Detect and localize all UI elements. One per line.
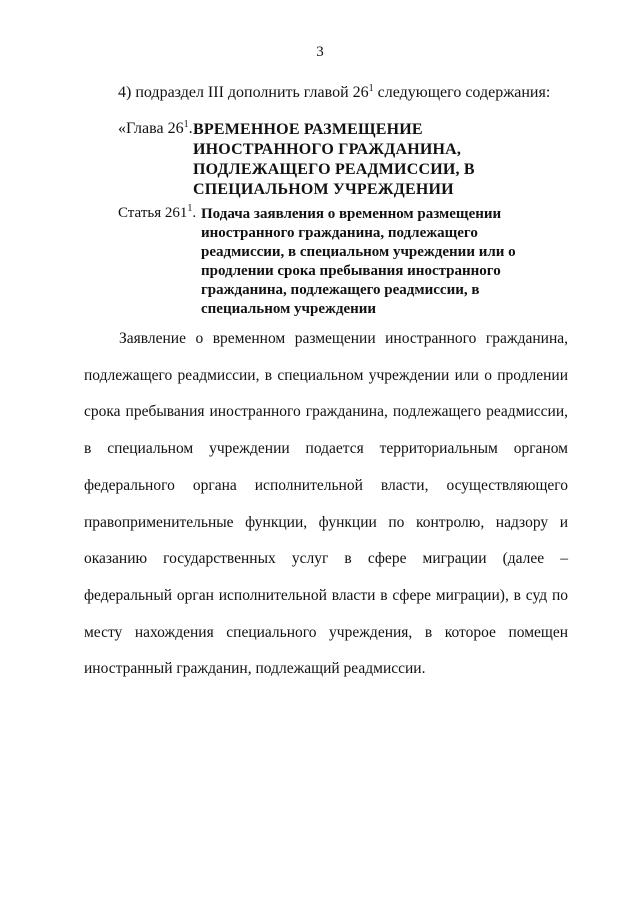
body-paragraph: Заявление о временном размещении иностранного гражданина, подлежащего реадмиссии, в специальном учреждении или о продлении срока пребывания иностранного гражданина, подлежащего реадмиссии, в специальном учреждении подается территориальным органом федерального органа исполнительной власти, осуществляющего правоприменительные функции, функции по контролю, надзору и оказанию государственных услуг в сфере миграции (далее – федеральный орган исполнительной власти в сфере миграции), в суд по месту нахождения специального учреждения, в которое помещен иностранный гражданин, подлежащий реадмиссии. [84,330,568,678]
article-label-suffix: . [192,205,197,221]
article-label [118,205,196,222]
chapter-label [118,120,193,138]
amendment-intro-superscript: 1 [368,83,374,94]
article-label-superscript: 1 [187,203,193,214]
chapter-title: ВРЕМЕННОЕ РАЗМЕЩЕНИЕ ИНОСТРАННОГО ГРАЖДАНИНА, ПОДЛЕЖАЩЕГО РЕАДМИССИИ, В СПЕЦИАЛЬНОМ УЧРЕЖДЕНИИ [193,121,475,198]
amendment-intro [118,84,550,102]
chapter-label-text: «Глава 26 [118,120,184,137]
amendment-intro-text: 4) подраздел III дополнить главой 26 [118,84,369,101]
article-label-text: Статья 261 [118,205,188,221]
chapter-label-superscript: 1 [183,119,189,130]
page-number: 3 [316,44,324,60]
chapter-label-suffix: . [188,120,193,137]
amendment-intro-tail: следующего содержания: [373,84,551,101]
article-title: Подача заявления о временном размещении иностранного гражданина, подлежащего реадмиссии, в специальном учреждении или о продлении срока пребывания иностранного гражданина, подлежащего реадмиссии, в специальном учреждении [201,206,516,317]
